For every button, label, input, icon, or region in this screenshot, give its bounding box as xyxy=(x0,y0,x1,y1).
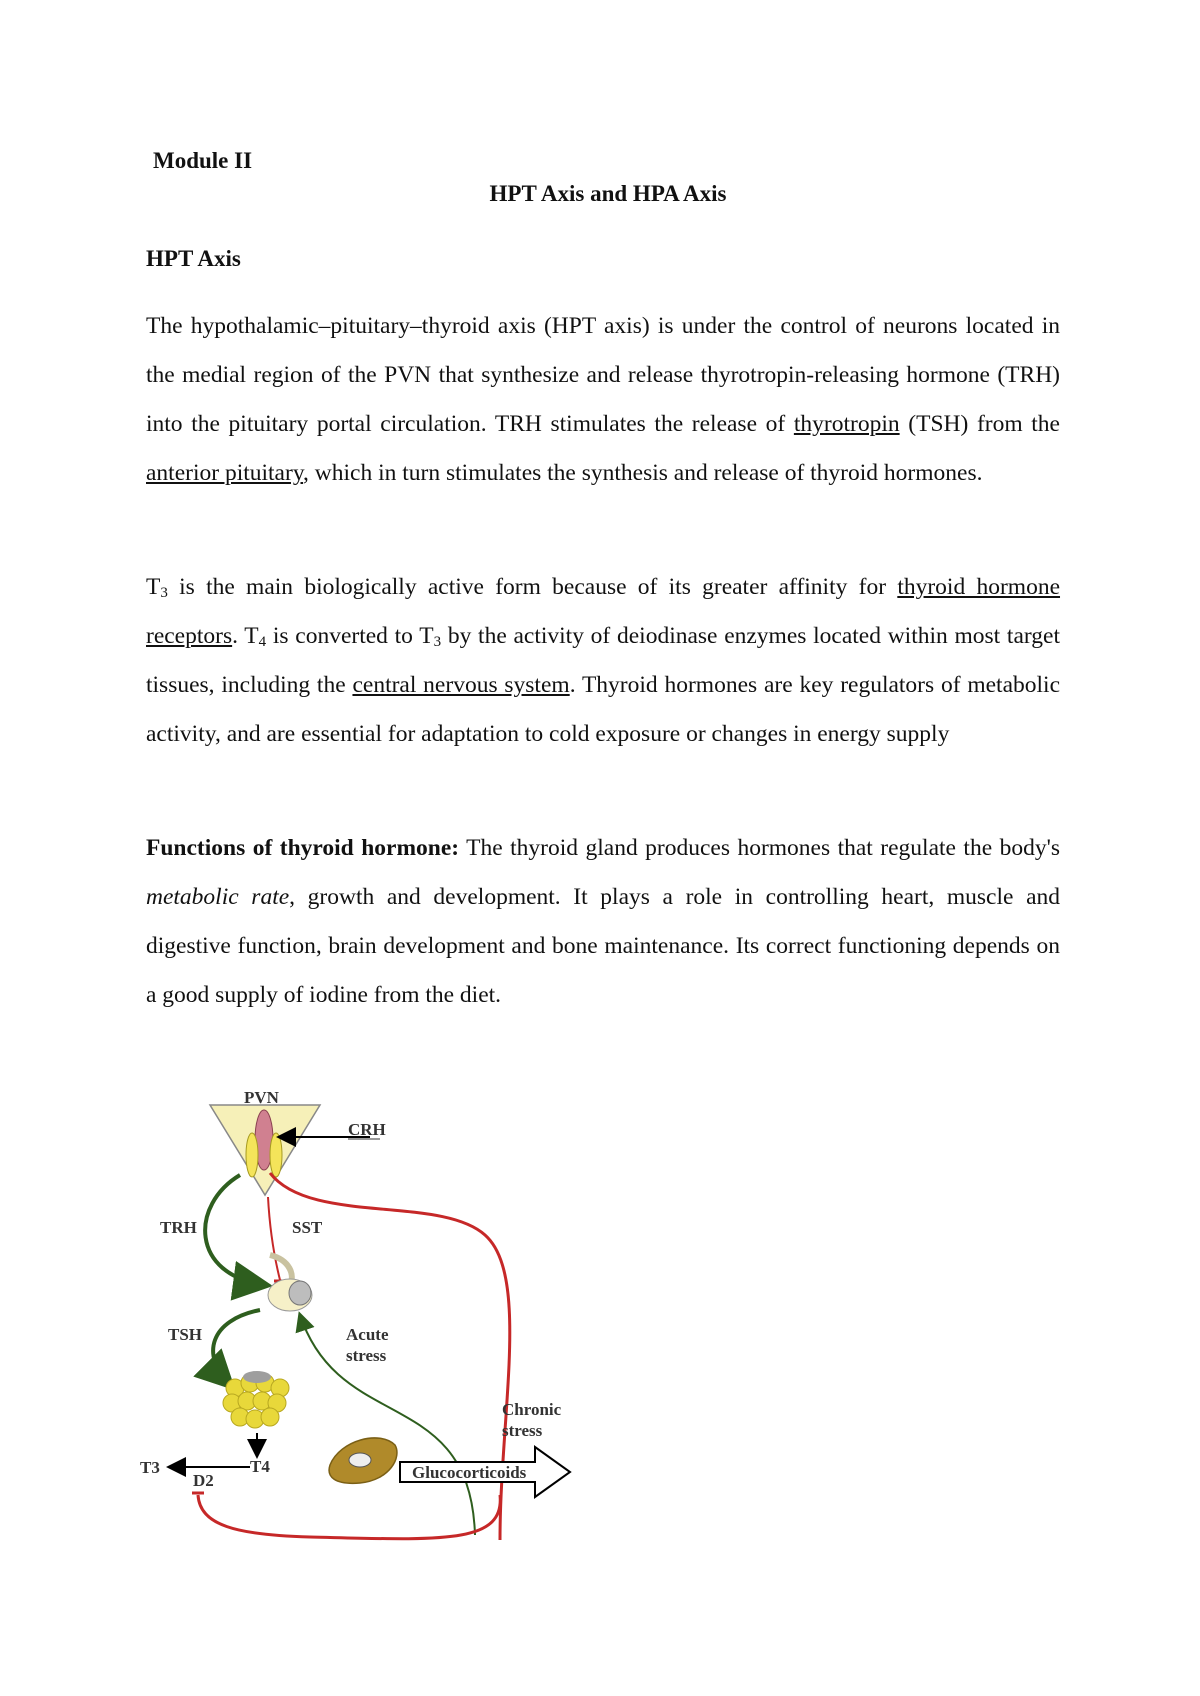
text-run: , which in turn stimulates the synthesis and release of thyroid hormones. xyxy=(303,460,983,486)
acute-stress-arrow xyxy=(300,1315,475,1535)
page-title: HPT Axis and HPA Axis xyxy=(489,181,727,206)
subscript: 3 xyxy=(160,585,168,601)
label-acute-stress-line1: Acute xyxy=(346,1325,389,1344)
hypothalamus-shape xyxy=(210,1105,320,1195)
functions-lead: Functions of thyroid hormone: xyxy=(146,835,460,861)
module-label: Module II xyxy=(153,148,253,173)
link-anterior-pituitary[interactable]: anterior pituitary xyxy=(146,460,304,486)
section-heading: HPT Axis xyxy=(146,246,241,271)
label-d2: D2 xyxy=(193,1471,214,1490)
text-run: (TSH) from the xyxy=(899,411,1060,437)
label-t4: T4 xyxy=(250,1457,270,1476)
subscript: 4 xyxy=(258,634,267,650)
label-trh: TRH xyxy=(160,1218,197,1237)
pituitary-shape xyxy=(268,1255,312,1311)
text-run: , growth and development. It plays a role in controlling heart, muscle and digestive function, brain development and bone maintenance. Its correct functioning depends on a good supply of iodine from the diet. xyxy=(146,884,1060,1008)
text-run: is converted to T xyxy=(266,623,434,649)
text-run: . Thyroid hormones are key regulators of metabolic activity, and are essential for adaptation to cold exposure or changes in energy supply xyxy=(146,672,1061,747)
label-sst: SST xyxy=(292,1218,323,1237)
paragraph-hpt-axis xyxy=(146,302,1060,498)
text-run: The thyroid gland produces hormones that regulate the body's xyxy=(459,835,1060,861)
glucocorticoid-d2-inhibition-line xyxy=(198,1495,500,1539)
hpt-hpa-diagram xyxy=(140,1085,640,1555)
label-pvn: PVN xyxy=(244,1088,279,1107)
text-run: . T xyxy=(232,623,259,649)
thyroid-gland-shape xyxy=(223,1371,289,1428)
label-tsh: TSH xyxy=(168,1325,203,1344)
subscript: 3 xyxy=(433,634,442,650)
paragraph-t3-t4 xyxy=(146,563,1060,759)
link-thyroid-hormone-receptors[interactable]: thyroid hormone receptors xyxy=(146,574,1061,649)
label-t3: T3 xyxy=(140,1458,160,1477)
trh-arrow xyxy=(205,1175,265,1285)
label-chronic-stress-line2: stress xyxy=(502,1421,543,1440)
label-glucocorticoids: Glucocorticoids xyxy=(412,1463,527,1482)
label-crh: CRH xyxy=(348,1120,386,1139)
label-chronic-stress-line1: Chronic xyxy=(502,1400,562,1419)
link-central-nervous-system[interactable]: central nervous system xyxy=(352,672,570,698)
text-run: by the activity of deiodinase enzymes located within most target tissues, including the xyxy=(146,623,1060,698)
sst-line xyxy=(268,1197,280,1280)
text-run: T xyxy=(146,574,161,600)
text-run: is the main biologically active form because of its greater affinity for xyxy=(167,574,898,600)
emphasis-metabolic-rate: metabolic rate xyxy=(146,884,290,910)
link-thyrotropin[interactable]: thyrotropin xyxy=(793,411,900,437)
adrenal-cell-shape xyxy=(329,1438,397,1483)
label-acute-stress-line2: stress xyxy=(346,1346,387,1365)
text-run: The hypothalamic–pituitary–thyroid axis (HPT axis) is under the control of neurons located in the medial region of the PVN that synthesize and release thyrotropin-releasing hormone (TRH) into the pituitary portal circulation. TRH stimulates the release of xyxy=(146,313,1060,437)
paragraph-functions xyxy=(146,824,1060,1020)
